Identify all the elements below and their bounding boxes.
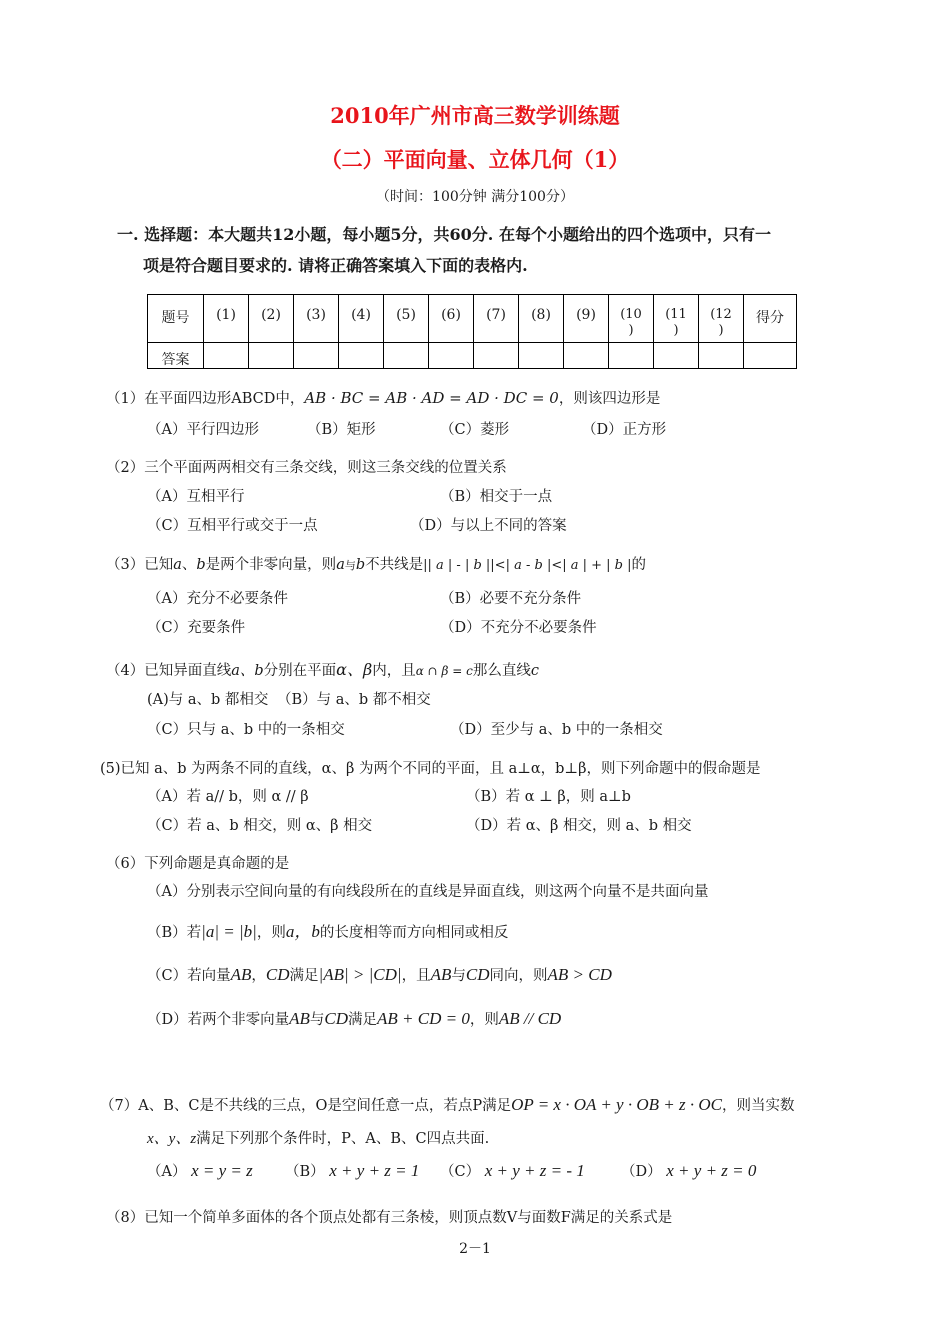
- table-col-wrapped: [699, 295, 744, 343]
- table-col: (4): [339, 295, 384, 343]
- q6-optc-formula: |AB| > |CD|: [318, 965, 402, 984]
- q3-text: 是两个非零向量，则: [205, 557, 337, 573]
- answer-cell[interactable]: [474, 343, 519, 369]
- table-answer-label: [148, 343, 204, 369]
- page-number: 2－1: [459, 1241, 491, 1257]
- q4-planes: α、β: [336, 660, 373, 679]
- table-col: (2): [249, 295, 294, 343]
- question-1-stem: [106, 387, 660, 408]
- q4-option-c: （C）只与 a、b 中的一条相交: [147, 722, 345, 738]
- table-col-top: (10: [620, 307, 642, 322]
- q4-text: 分别在平面: [263, 663, 337, 679]
- answer-cell[interactable]: [564, 343, 609, 369]
- table-col-bottom: ): [628, 323, 634, 338]
- q1-option-c: （C）菱形: [440, 422, 510, 438]
- section-heading-line2: 项是符合题目要求的. 请将正确答案填入下面的表格内.: [143, 256, 528, 275]
- q1-option-b: （B）矩形: [307, 422, 376, 438]
- q6-text: 的长度相等而方向相同或相反: [319, 925, 509, 941]
- q6-optb-ab: a，b: [285, 922, 320, 941]
- q6-text: 同向，则: [489, 968, 548, 984]
- q3-text: 、: [181, 557, 197, 573]
- q2-option-d: （D）与以上不同的答案: [410, 518, 567, 534]
- table-col: (1): [204, 295, 249, 343]
- question-6-stem: （6）下列命题是真命题的是: [106, 856, 290, 872]
- q7-opt-label: （D）: [621, 1164, 662, 1180]
- q6-option-b: [147, 917, 508, 942]
- table-score-label: 得分: [744, 295, 797, 343]
- q6-option-a: （A）分别表示空间向量的有向线段所在的直线是异面直线，则这两个向量不是共面向量: [147, 884, 709, 900]
- q2-option-c: （C）互相平行或交于一点: [147, 518, 318, 534]
- q7-opt-formula: x = y = z: [191, 1161, 253, 1180]
- q6-text: 与: [309, 1012, 325, 1028]
- question-7-stem: [100, 1094, 794, 1115]
- table-col: (5): [384, 295, 429, 343]
- q4-intersect: α ∩ β = c: [415, 664, 473, 678]
- q3-option-a: （A）充分不必要条件: [147, 591, 288, 607]
- q2-option-a: （A）互相平行: [147, 489, 245, 505]
- q6-vec-cd: CD: [465, 965, 490, 984]
- table-col: (6): [429, 295, 474, 343]
- q7-text: （7）A、B、C是不共线的三点，O是空间任意一点，若点P满足: [100, 1098, 512, 1114]
- q7-formula: OP = x · OA + y · OB + z · OC: [511, 1095, 722, 1114]
- table-header-label: 题号: [148, 295, 204, 343]
- answer-cell[interactable]: [609, 343, 654, 369]
- q4-line-c: c: [530, 663, 539, 679]
- q4-text: （4）已知异面直线: [106, 663, 232, 679]
- table-col: (7): [474, 295, 519, 343]
- q1-option-d: （D）正方形: [582, 422, 667, 438]
- q6-vec-ab: AB: [430, 965, 452, 984]
- answer-cell[interactable]: [249, 343, 294, 369]
- q3-condition: || a | - | b ||<| a - b |<| a | + | b |: [423, 558, 632, 573]
- table-col-top: (12: [710, 307, 732, 322]
- q6-text: ，且: [401, 968, 431, 984]
- q3-option-b: （B）必要不充分条件: [440, 591, 582, 607]
- q7-opt-label: （A）: [147, 1164, 187, 1180]
- q7-text: 满足下列那个条件时，P、A、B、C四点共面.: [196, 1131, 490, 1147]
- q3-vec-a: a: [336, 557, 345, 573]
- q6-option-c: [147, 964, 612, 985]
- question-5-stem: (5)已知 a、b 为两条不同的直线，α、β 为两个不同的平面，且 a⊥α，b⊥β，则下列命题中的假命题是: [100, 761, 761, 777]
- q7-opt-formula: x + y + z = 1: [329, 1161, 420, 1180]
- q3-text: 与: [344, 559, 356, 572]
- q6-vec-cd: CD: [324, 1009, 349, 1028]
- table-col-wrapped: [654, 295, 699, 343]
- section-heading-line1: 一. 选择题：本大题共12小题，每小题5分，共60分. 在每个小题给出的四个选项中，只有一: [117, 225, 771, 244]
- table-col: (3): [294, 295, 339, 343]
- q6-option-d: [147, 1008, 561, 1029]
- q6-text: ，则: [469, 1012, 499, 1028]
- question-7-stem-line2: [147, 1127, 489, 1148]
- q6-optd-conclusion: AB // CD: [498, 1009, 562, 1028]
- answer-cell[interactable]: [429, 343, 474, 369]
- table-col-bottom: ): [718, 323, 724, 338]
- question-2-stem: （2）三个平面两两相交有三条交线，则这三条交线的位置关系: [106, 460, 507, 476]
- table-col-wrapped: [609, 295, 654, 343]
- q1-option-a: （A）平行四边形: [147, 422, 259, 438]
- q6-text: ，则: [256, 925, 286, 941]
- answer-cell[interactable]: [204, 343, 249, 369]
- q6-vec-ab: AB: [289, 1009, 310, 1028]
- q6-text: 满足: [289, 968, 319, 984]
- q5-option-c: （C）若 a、b 相交，则 α、β 相交: [147, 818, 373, 834]
- answer-cell[interactable]: [339, 343, 384, 369]
- table-col-top: (11: [665, 307, 687, 322]
- q2-option-b: （B）相交于一点: [440, 489, 553, 505]
- q6-vec-ab: AB: [230, 965, 252, 984]
- q4-option-a: (A)与 a、b 都相交: [147, 692, 269, 708]
- answer-cell[interactable]: [699, 343, 744, 369]
- q6-optc-conclusion: AB > CD: [547, 965, 612, 984]
- q7-opt-label: （B）: [285, 1164, 325, 1180]
- q4-text: 那么直线: [472, 663, 531, 679]
- q3-vec-b: b: [196, 557, 206, 573]
- table-col: (9): [564, 295, 609, 343]
- q7-vars: x、y、z: [147, 1131, 197, 1147]
- q6-text: ，: [251, 968, 266, 984]
- q6-optb-formula: |a| = |b|: [201, 922, 257, 941]
- q6-text: 满足: [348, 1012, 378, 1028]
- score-cell[interactable]: [744, 343, 797, 369]
- answer-table: [147, 294, 797, 369]
- q6-text: （D）若两个非零向量: [147, 1012, 290, 1028]
- q4-option-d: （D）至少与 a、b 中的一条相交: [450, 722, 663, 738]
- q7-text: ，则当实数: [721, 1098, 795, 1114]
- answer-cell[interactable]: [384, 343, 429, 369]
- page-title: 2010年广州市高三数学训练题: [330, 103, 620, 128]
- q5-option-a: （A）若 a// b，则 α // β: [147, 789, 309, 805]
- question-4-stem: [106, 657, 539, 680]
- q4-lines: a、b: [231, 663, 264, 679]
- q3-text: 不共线是: [365, 557, 424, 573]
- answer-cell[interactable]: [654, 343, 699, 369]
- q5-option-b: （B）若 α ⊥ β，则 a⊥b: [466, 789, 631, 805]
- q6-text: （B）若: [147, 925, 202, 941]
- q1-formula: AB · BC = AB · AD = AD · DC = 0: [304, 389, 559, 407]
- q5-option-d: （D）若 α、β 相交，则 a、b 相交: [466, 818, 692, 834]
- q1-stem-end: ，则该四边形是: [558, 391, 661, 407]
- table-col-bottom: ): [673, 323, 679, 338]
- answer-cell[interactable]: [294, 343, 339, 369]
- answer-label-text: 答案: [161, 352, 190, 368]
- question-8-stem: （8）已知一个简单多面体的各个顶点处都有三条棱，则顶点数V与面数F满足的关系式是: [106, 1210, 673, 1226]
- answer-cell[interactable]: [519, 343, 564, 369]
- q3-vec-a: a: [173, 557, 182, 573]
- q4-option-b: （B）与 a、b 都不相交: [277, 692, 431, 708]
- q3-vec-b: b: [355, 557, 366, 573]
- q3-text: 的: [631, 557, 646, 573]
- q6-text: 与: [451, 968, 466, 984]
- q3-option-c: （C）充要条件: [147, 620, 246, 636]
- q7-option-a: [147, 1160, 253, 1181]
- q1-stem-text: （1）在平面四边形ABCD中，: [106, 391, 305, 407]
- q6-vec-cd: CD: [265, 965, 290, 984]
- q7-opt-formula: x + y + z = - 1: [484, 1161, 585, 1180]
- q4-text: 内，且: [372, 663, 416, 679]
- time-info: （时间：100分钟 满分100分）: [376, 189, 574, 205]
- q7-opt-label: （C）: [440, 1164, 481, 1180]
- table-col: (8): [519, 295, 564, 343]
- q6-optd-formula: AB + CD = 0: [377, 1009, 470, 1028]
- q7-option-b: [285, 1160, 419, 1181]
- question-3-stem: [106, 553, 646, 574]
- q7-option-d: [621, 1160, 756, 1181]
- page-subtitle: （二）平面向量、立体几何（1）: [320, 147, 630, 172]
- q7-option-c: [440, 1160, 585, 1181]
- q7-opt-formula: x + y + z = 0: [666, 1161, 757, 1180]
- q6-text: （C）若向量: [147, 968, 231, 984]
- q3-text: （3）已知: [106, 557, 174, 573]
- q3-option-d: （D）不充分不必要条件: [440, 620, 597, 636]
